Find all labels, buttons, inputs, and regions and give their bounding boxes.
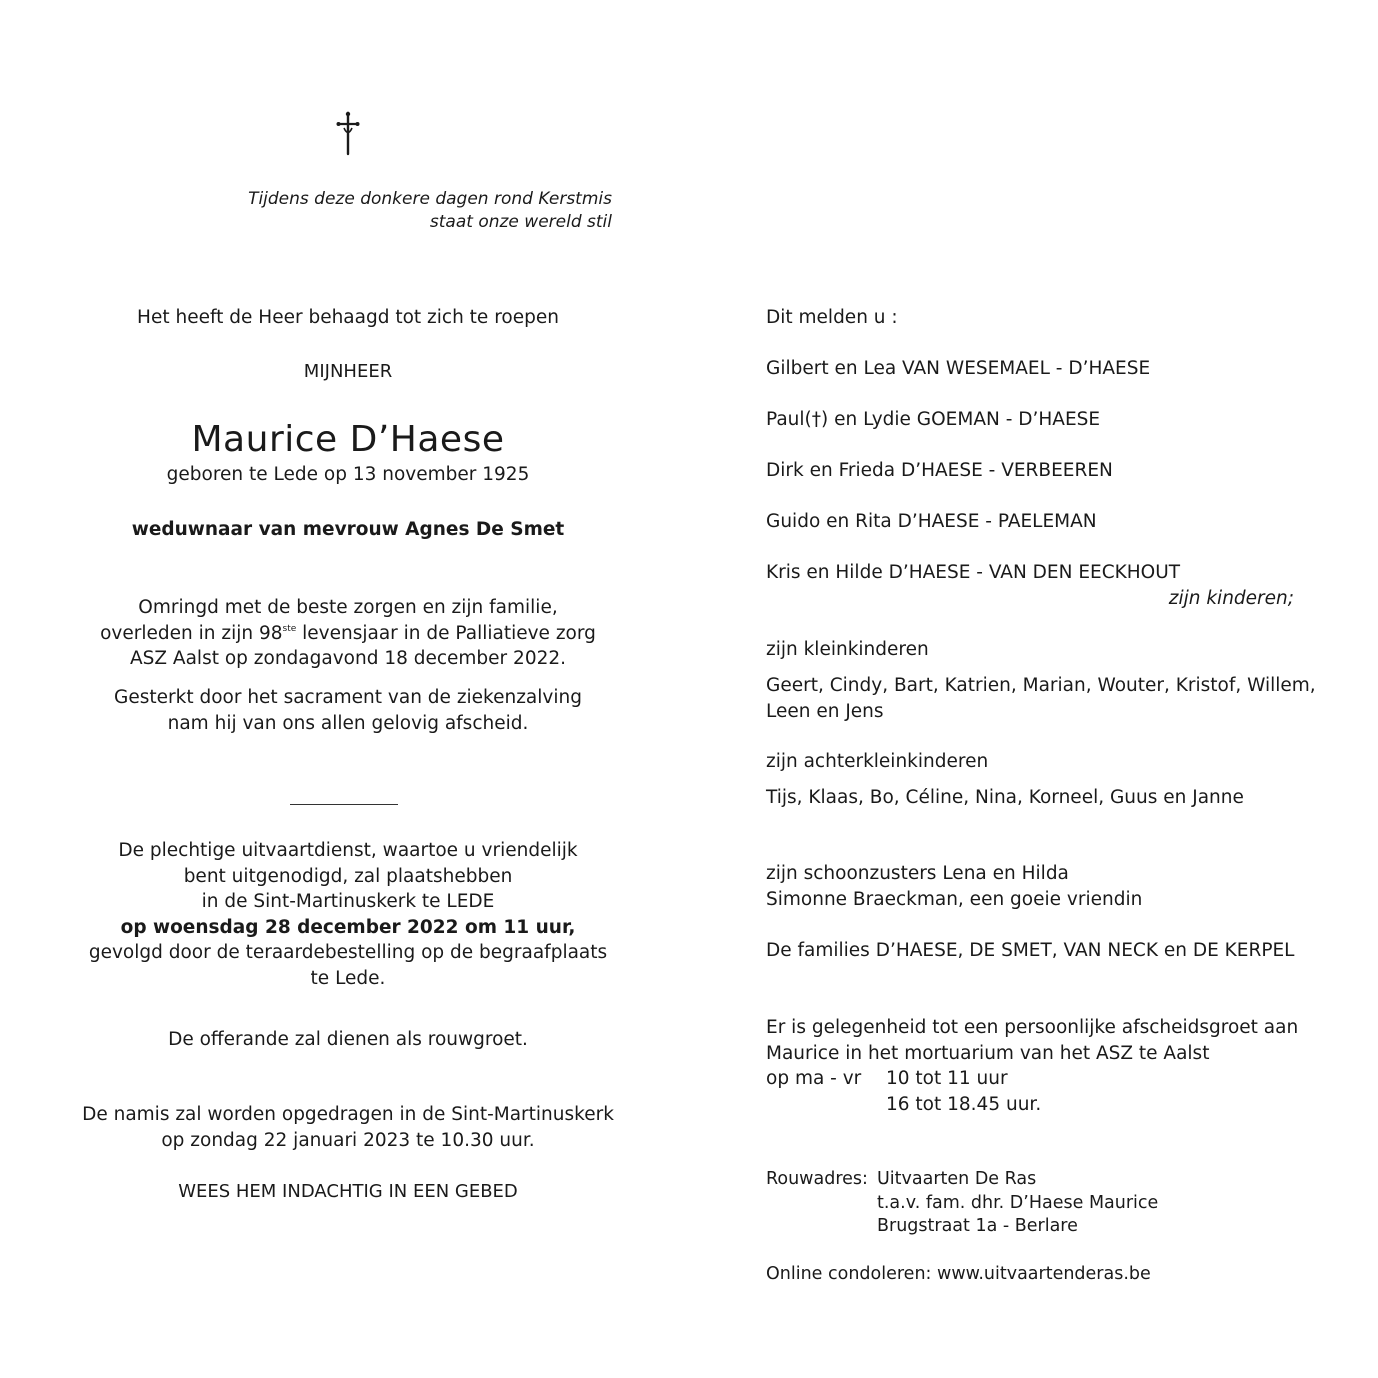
grandchildren-list <box>766 673 1326 724</box>
service-line-1: De plechtige uitvaartdienst, waartoe u vriendelijk <box>118 840 578 861</box>
mass-line-1: De namis zal worden opgedragen in de Sint-Martinuskerk <box>82 1104 614 1125</box>
farewell-days: op ma - vr <box>766 1068 862 1090</box>
mass-line-2: op zondag 22 januari 2023 te 10.30 uur. <box>161 1129 535 1151</box>
death-notice <box>60 595 636 672</box>
death-line-2-post: levensjaar in de Palliatieve zorg <box>296 622 596 644</box>
quote-line-2: staat onze wereld stil <box>429 212 612 232</box>
quote <box>220 188 612 234</box>
title-text: MIJNHEER <box>303 361 393 382</box>
sacrament-line-2: nam hij van ons allen gelovig afscheid. <box>167 712 529 734</box>
sacrament-line-1: Gesterkt door het sacrament van de ziekenzalving <box>114 687 582 708</box>
farewell-line-2: Maurice in het mortuarium van het ASZ te Aalst <box>766 1042 1210 1064</box>
grandchildren-label: zijn kleinkinderen <box>766 639 929 660</box>
mass-text <box>60 1102 636 1153</box>
farewell-time-1: 10 tot 11 uur <box>886 1068 1008 1090</box>
farewell-time-2: 16 tot 18.45 uur. <box>886 1093 1042 1115</box>
deceased-name: Maurice D’Haese <box>191 419 505 460</box>
families-entry: De families D’HAESE, DE SMET, VAN NECK en DE KERPEL <box>766 940 1295 961</box>
mourning-address <box>766 1168 1326 1239</box>
closing-text: WEES HEM INDACHTIG IN EEN GEBED <box>178 1181 518 1202</box>
grandchildren-line-2: Leen en Jens <box>766 700 884 722</box>
farewell-info <box>766 1015 1326 1117</box>
intro-text: Het heeft de Heer behaagd tot zich te roepen <box>137 307 559 328</box>
service-line-6: te Lede. <box>310 967 386 989</box>
great-grandchildren-list: Tijs, Klaas, Bo, Céline, Nina, Korneel, Guus en Janne <box>766 787 1244 808</box>
death-line-2 <box>60 621 636 647</box>
death-line-1: Omringd met de beste zorgen en zijn familie, <box>138 597 558 618</box>
friend-entry: Simonne Braeckman, een goeie vriendin <box>766 889 1143 910</box>
service-line-3: in de Sint-Martinuskerk te LEDE <box>201 891 495 913</box>
widower-text: weduwnaar van mevrouw Agnes De Smet <box>131 519 565 540</box>
funeral-service <box>60 838 636 992</box>
address-line-2: t.a.v. fam. dhr. D’Haese Maurice <box>877 1192 1159 1213</box>
death-line-2-pre: overleden in zijn 98 <box>100 622 283 644</box>
birth-text: geboren te Lede op 13 november 1925 <box>166 464 530 485</box>
child-entry: Paul(†) en Lydie GOEMAN - D’HAESE <box>766 409 1101 430</box>
farewell-hours-2 <box>766 1092 1326 1118</box>
service-line-2: bent uitgenodigd, zal plaatshebben <box>183 865 513 887</box>
service-date: op woensdag 28 december 2022 om 11 uur, <box>120 916 576 938</box>
service-line-5: gevolgd door de teraardebestelling op de begraafplaats <box>88 942 608 964</box>
quote-line-1: Tijdens deze donkere dagen rond Kerstmis <box>248 189 612 209</box>
sacrament-text <box>60 685 636 736</box>
address-label: Rouwadres: <box>766 1169 868 1189</box>
address-row-1 <box>766 1168 1326 1192</box>
divider <box>290 804 398 805</box>
child-entry: Gilbert en Lea VAN WESEMAEL - D’HAESE <box>766 358 1151 379</box>
farewell-hours <box>766 1066 1326 1092</box>
announcement-heading: Dit melden u : <box>766 307 898 328</box>
children-label: zijn kinderen; <box>1168 588 1294 609</box>
cross-icon <box>333 110 363 156</box>
child-entry: Kris en Hilde D’HAESE - VAN DEN EECKHOUT <box>766 562 1181 583</box>
farewell-line-1: Er is gelegenheid tot een persoonlijke afscheidsgroet aan <box>766 1017 1299 1038</box>
great-grandchildren-label: zijn achterkleinkinderen <box>766 751 989 772</box>
online-condolences: Online condoleren: www.uitvaartenderas.be <box>766 1264 1151 1284</box>
address-line-1: Uitvaarten De Ras <box>877 1169 1037 1189</box>
child-entry: Guido en Rita D’HAESE - PAELEMAN <box>766 511 1097 532</box>
ordinal-suffix: ste <box>282 623 297 634</box>
offering-text: De offerande zal dienen als rouwgroet. <box>168 1029 528 1050</box>
sisters-in-law: zijn schoonzusters Lena en Hilda <box>766 863 1069 884</box>
address-line-3: Brugstraat 1a - Berlare <box>877 1216 1078 1236</box>
child-entry: Dirk en Frieda D’HAESE - VERBEEREN <box>766 460 1113 481</box>
death-line-3: ASZ Aalst op zondagavond 18 december 2022. <box>129 648 567 670</box>
grandchildren-line-1: Geert, Cindy, Bart, Katrien, Marian, Wouter, Kristof, Willem, <box>766 675 1316 696</box>
